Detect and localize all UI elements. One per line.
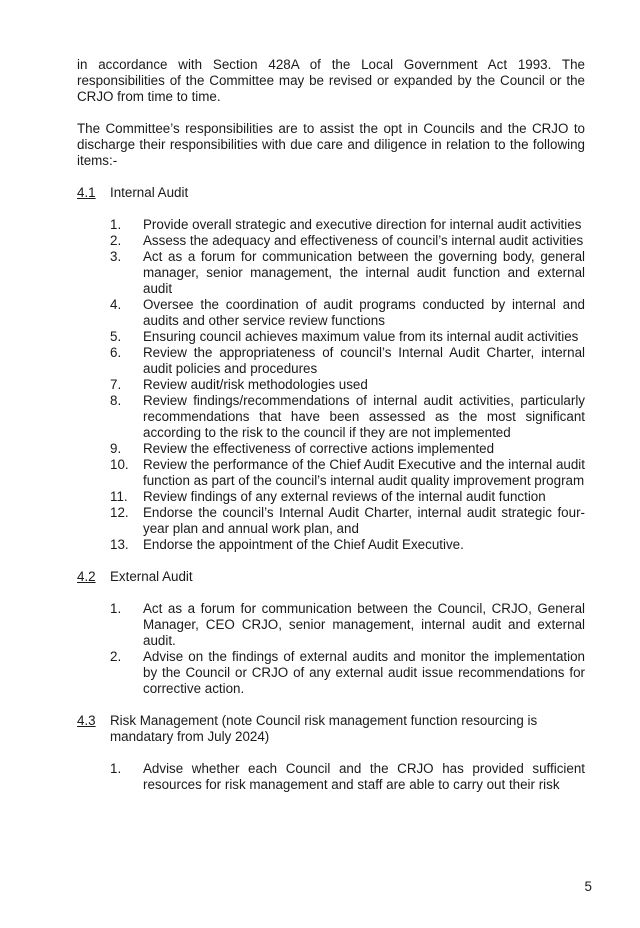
list-item-number: 10.	[110, 457, 129, 472]
list-item-text: Assess the adequacy and effectiveness of council’s internal audit activities	[143, 233, 584, 248]
list-item-text: Act as a forum for communication between the Council, CRJO, General Manager, CEO CRJO, senior management, internal audit and external audit.	[143, 601, 585, 648]
list-item-text: Endorse the appointment of the Chief Audit Executive.	[143, 537, 464, 552]
list-item-text: Review audit/risk methodologies used	[143, 377, 368, 392]
list-item-text: Endorse the council’s Internal Audit Charter, internal audit strategic four-year plan and annual work plan, and	[143, 505, 585, 536]
list-item-text: Review the performance of the Chief Audit Executive and the internal audit function as part of the council’s internal audit quality improvement program	[143, 457, 585, 488]
section-list	[110, 217, 585, 553]
list-item-number: 1.	[110, 601, 122, 616]
list-item-number: 2.	[110, 649, 122, 664]
list-item-number: 5.	[110, 329, 122, 344]
list-item	[110, 537, 585, 553]
list-item-text: Oversee the coordination of audit programs conducted by internal and audits and other service review functions	[143, 297, 585, 328]
list-item-number: 6.	[110, 345, 122, 360]
section-number: 4.1	[77, 185, 96, 200]
list-item	[110, 297, 585, 329]
section-list	[110, 601, 585, 697]
list-item-number: 3.	[110, 249, 122, 264]
list-item-text: Review findings/recommendations of internal audit activities, particularly recommendations that have been assessed as the most significant according to the risk to the council if they are not implemented	[143, 393, 585, 440]
list-item-text: Review the effectiveness of corrective actions implemented	[143, 441, 495, 456]
list-item-number: 1.	[110, 217, 122, 232]
list-item	[110, 761, 585, 793]
list-item-text: Review findings of any external reviews of the internal audit function	[143, 489, 546, 504]
list-item	[110, 217, 585, 233]
list-item-number: 2.	[110, 233, 122, 248]
list-item-number: 12.	[110, 505, 129, 520]
list-item	[110, 393, 585, 441]
section-list	[110, 761, 585, 793]
list-item	[110, 249, 585, 297]
list-item	[110, 233, 585, 249]
section-title: Risk Management (note Council risk management function resourcing is mandatary from July 2024)	[110, 713, 538, 744]
list-item	[110, 601, 585, 649]
document-page	[77, 57, 585, 809]
section-title: External Audit	[110, 569, 193, 584]
list-item-number: 13.	[110, 537, 129, 552]
list-item-text: Act as a forum for communication between the governing body, general manager, senior management, the internal audit function and external audit	[143, 249, 585, 296]
list-item-text: Provide overall strategic and executive direction for internal audit activities	[143, 217, 582, 232]
list-item-number: 8.	[110, 393, 122, 408]
list-item	[110, 649, 585, 697]
section-heading-4-3	[77, 713, 585, 745]
list-item-text: Ensuring council achieves maximum value from its internal audit activities	[143, 329, 579, 344]
intro-paragraph-2: The Committee’s responsibilities are to assist the opt in Councils and the CRJO to discharge their responsibilities with due care and diligence in relation to the following items:-	[77, 121, 585, 168]
list-item	[110, 329, 585, 345]
list-item-number: 11.	[110, 489, 128, 504]
list-item-number: 7.	[110, 377, 122, 392]
list-item	[110, 441, 585, 457]
page-number: 5	[584, 879, 592, 894]
intro-paragraph-1: in accordance with Section 428A of the Local Government Act 1993. The responsibilities of the Committee may be revised or expanded by the Council or the CRJO from time to time.	[77, 57, 585, 104]
list-item-text: Review the appropriateness of council’s Internal Audit Charter, internal audit policies and procedures	[143, 345, 585, 376]
list-item	[110, 345, 585, 377]
section-title: Internal Audit	[110, 185, 189, 200]
section-number: 4.3	[77, 713, 96, 728]
list-item	[110, 489, 585, 505]
list-item-text: Advise on the findings of external audits and monitor the implementation by the Council or CRJO of any external audit issue recommendations for corrective action.	[143, 649, 585, 696]
sections-container	[77, 185, 585, 793]
section-heading-4-1	[77, 185, 585, 201]
list-item-number: 4.	[110, 297, 122, 312]
list-item	[110, 505, 585, 537]
list-item-number: 1.	[110, 761, 122, 776]
list-item-text: Advise whether each Council and the CRJO has provided sufficient resources for risk management and staff are able to carry out their risk	[143, 761, 585, 792]
section-number: 4.2	[77, 569, 96, 584]
list-item	[110, 457, 585, 489]
section-heading-4-2	[77, 569, 585, 585]
list-item-number: 9.	[110, 441, 122, 456]
list-item	[110, 377, 585, 393]
